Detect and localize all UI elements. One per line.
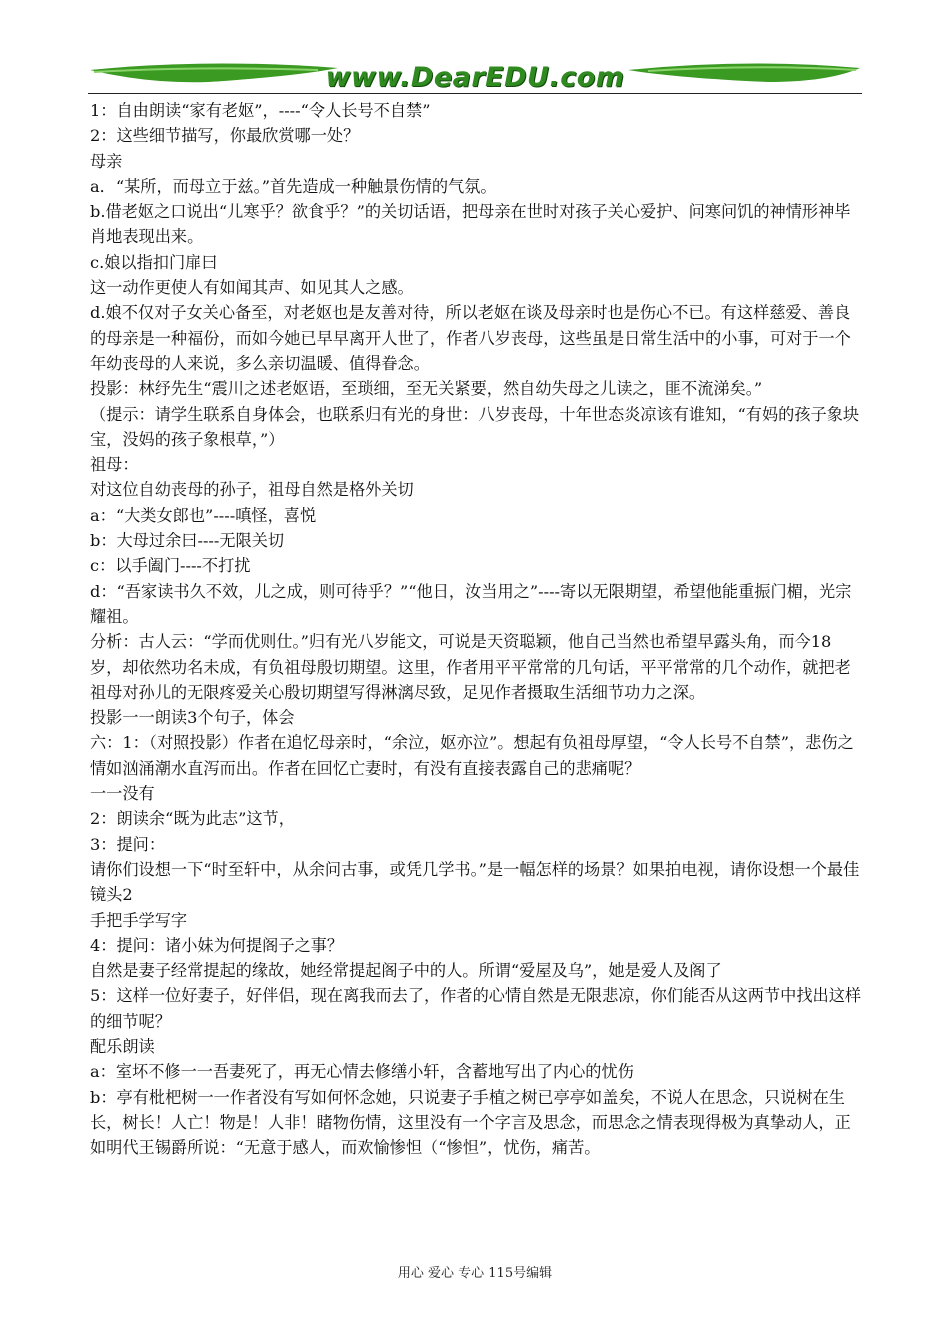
text-line: 请你们设想一下“时至轩中，从余问古事，或凭几学书。”是一幅怎样的场景？如果拍电视，请你设想一个最佳镜头2 [90, 859, 860, 905]
text-line: 3：提问： [90, 834, 166, 854]
text-line: 对这位自幼丧母的孙子，祖母自然是格外关切 [90, 480, 414, 500]
text-line: 自然是妻子经常提起的缘故，她经常提起阁子中的人。所谓“爱屋及乌”，她是爱人及阁了 [90, 961, 722, 981]
text-line: 这一动作更使人有如闻其声、如见其人之感。 [90, 278, 414, 298]
text-line: 配乐朗读 [90, 1036, 155, 1056]
text-line: a．“某所，而母立于兹。”首先造成一种触景伤情的气氛。 [90, 176, 497, 196]
site-header [88, 58, 862, 96]
text-line: 祖母： [90, 455, 139, 475]
text-line: 投影一一朗读3个句子，体会 [90, 708, 295, 728]
text-line: d.娘不仅对子女关心备至，对老妪也是友善对待，所以老妪在谈及母亲时也是伤心不已。有这样慈爱、善良的母亲是一种福份，而如今她已早早离开人世了，作者八岁丧母，这些虽是日常生活中的小事，可对于一个年幼丧母的人来说，多么亲切温暖、值得眷念。 [90, 303, 851, 373]
text-line: b.借老妪之口说出“儿寒乎？欲食乎？”的关切话语，把母亲在世时对孩子关心爱护、问寒问饥的神情形神毕肖地表现出来。 [90, 202, 851, 247]
text-line: d：“吾家读书久不效，儿之成，则可待乎？”“他日，汝当用之”----寄以无限期望，希望他能重振门楣，光宗耀祖。 [90, 581, 852, 626]
header-divider [88, 93, 862, 94]
text-line: 2：朗读余“既为此志”这节， [90, 809, 295, 829]
site-logo: www.DearEDU.com [325, 62, 625, 93]
text-line: c：以手阖门----不打扰 [90, 556, 251, 576]
text-line: 4：提问：诸小妹为何提阁子之事？ [90, 935, 344, 955]
text-line: c.娘以指扣门扉曰 [90, 252, 218, 272]
text-line: 2：这些细节描写，你最欣赏哪一处？ [90, 126, 360, 146]
text-line: 投影：林纾先生“震川之述老妪语，至琐细，至无关紧要，然自幼失母之儿读之，匪不流涕矣。” [90, 379, 763, 399]
text-line: （提示：请学生联系自身体会，也联系归有光的身世：八岁丧母，十年世态炎凉该有谁知，“有妈的孩子象块宝，没妈的孩子象根草，”） [90, 404, 860, 449]
text-line: a：“大类女郎也”----嗔怪，喜悦 [90, 505, 317, 525]
document-body [90, 98, 862, 1160]
text-line: 手把手学写字 [90, 910, 188, 930]
text-line: a：室坏不修一一吾妻死了，再无心情去修缮小轩，含蓄地写出了内心的忧伤 [90, 1062, 634, 1082]
text-line: 一一没有 [90, 784, 155, 804]
text-line: 1：自由朗读“家有老妪”，----“令人长号不自禁” [90, 101, 431, 120]
text-line: 母亲 [90, 151, 123, 171]
text-line: b：大母过余曰----无限关切 [90, 531, 285, 551]
text-line: 分析：古人云：“学而优则仕。”归有光八岁能文，可说是天资聪颖，他自己当然也希望早露头角，而今18岁，却依然功名未成，有负祖母殷切期望。这里，作者用平平常常的几句话，平平常常的几个动作，就把老祖母对孙儿的无限疼爱关心殷切期望写得淋漓尽致，足见作者摄取生活细节功力之深。 [90, 632, 851, 702]
text-line: 六：1：（对照投影）作者在追忆母亲时，“余泣，妪亦泣”。想起有负祖母厚望，“令人长号不自禁”，悲伤之情如汹涌潮水直泻而出。作者在回忆亡妻时，有没有直接表露自己的悲痛呢？ [90, 733, 854, 778]
text-line: b：亭有枇杷树一一作者没有写如何怀念她，只说妻子手植之树已亭亭如盖矣，不说人在思念，只说树在生长，树长！人亡！物是！人非！睹物伤情，这里没有一个字言及思念，而思念之情表现得极为真挚动人，正如明代王锡爵所说：“无意于感人，而欢愉惨怛（“惨怛”，忧伤，痛苦。 [90, 1087, 851, 1158]
text-line: 5：这样一位好妻子，好伴侣，现在离我而去了，作者的心情自然是无限悲凉，你们能否从这两节中找出这样的细节呢？ [90, 986, 862, 1031]
page-footer: 用心 爱心 专心 115号编辑 [397, 1266, 553, 1281]
